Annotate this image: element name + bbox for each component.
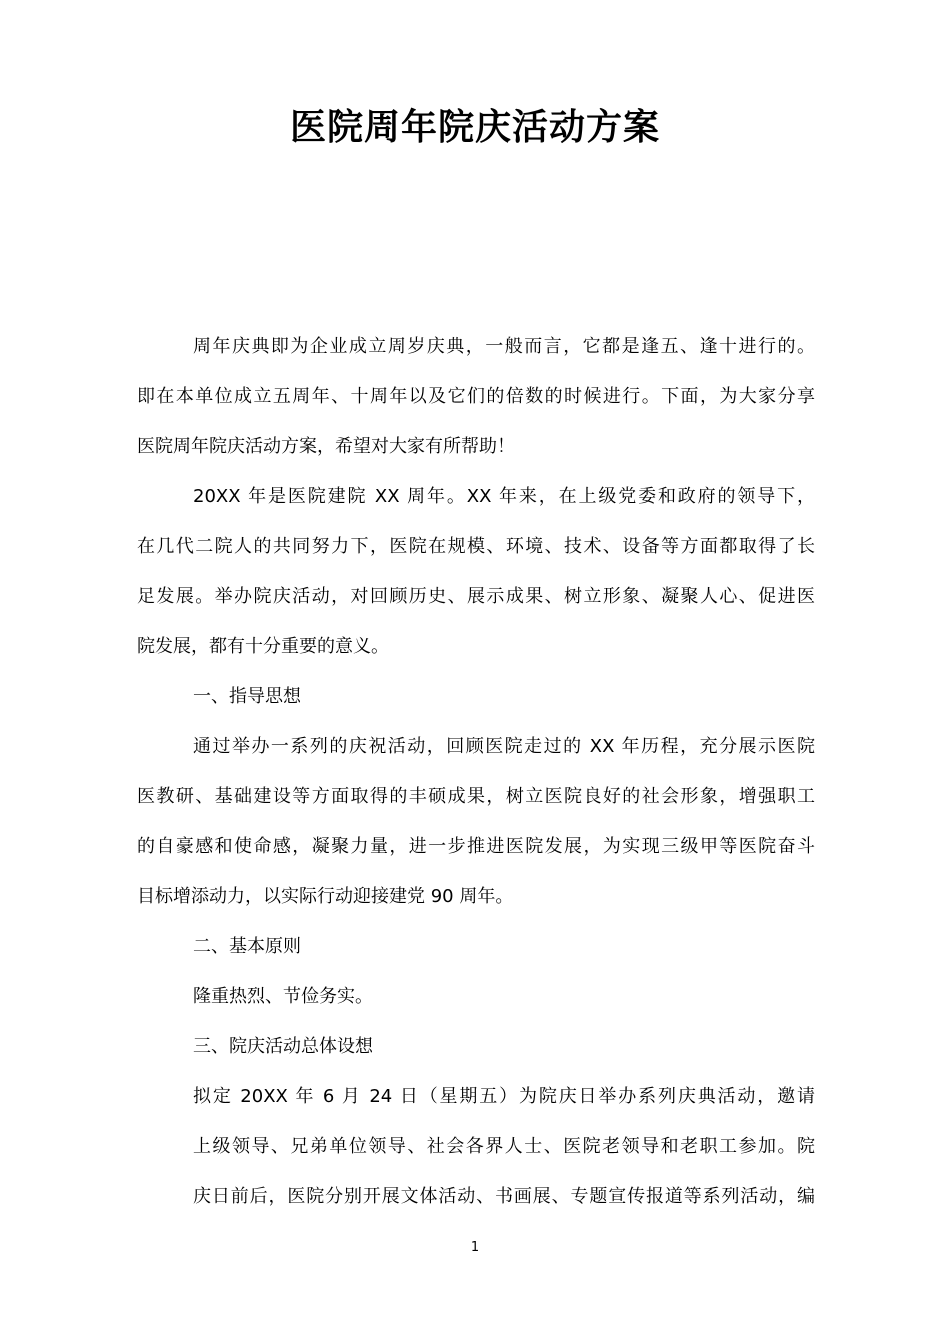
paragraph-line: 20XX 年是医院建院 XX 周年。XX 年来，在上级党委和政府的领导下， bbox=[193, 486, 815, 507]
paragraph-line: 的自豪感和使命感，凝聚力量，进一步推进医院发展，为实现三级甲等医院奋斗 bbox=[137, 836, 815, 857]
paragraph-line: 庆日前后，医院分别开展文体活动、书画展、专题宣传报道等系列活动，编 bbox=[193, 1186, 815, 1207]
paragraph-line: 即在本单位成立五周年、十周年以及它们的倍数的时候进行。下面，为大家分享 bbox=[137, 386, 815, 407]
paragraph-line: 医院周年院庆活动方案，希望对大家有所帮助！ bbox=[137, 436, 515, 457]
page-number: 1 bbox=[470, 1240, 480, 1255]
paragraph-line: 周年庆典即为企业成立周岁庆典，一般而言，它都是逢五、逢十进行的。 bbox=[193, 336, 815, 357]
paragraph-line: 足发展。举办院庆活动，对回顾历史、展示成果、树立形象、凝聚人心、促进医 bbox=[137, 586, 815, 607]
paragraph-line: 通过举办一系列的庆祝活动，回顾医院走过的 XX 年历程，充分展示医院 bbox=[193, 736, 815, 757]
paragraph-line: 上级领导、兄弟单位领导、社会各界人士、医院老领导和老职工参加。院 bbox=[193, 1136, 815, 1157]
paragraph-line: 院发展，都有十分重要的意义。 bbox=[137, 636, 389, 657]
paragraph-line: 在几代二院人的共同努力下，医院在规模、环境、技术、设备等方面都取得了长 bbox=[137, 536, 815, 557]
paragraph-line: 目标增添动力，以实际行动迎接建党 90 周年。 bbox=[137, 886, 514, 907]
section-heading: 二、基本原则 bbox=[193, 936, 301, 957]
paragraph-line: 医教研、基础建设等方面取得的丰硕成果，树立医院良好的社会形象，增强职工 bbox=[137, 786, 815, 807]
paragraph-line: 拟定 20XX 年 6 月 24 日（星期五）为院庆日举办系列庆典活动，邀请 bbox=[193, 1086, 815, 1107]
paragraph-line: 隆重热烈、节俭务实。 bbox=[193, 986, 373, 1007]
document-title: 医院周年院庆活动方案 bbox=[289, 107, 660, 148]
section-heading: 三、院庆活动总体设想 bbox=[193, 1036, 373, 1057]
section-heading: 一、指导思想 bbox=[193, 686, 301, 707]
